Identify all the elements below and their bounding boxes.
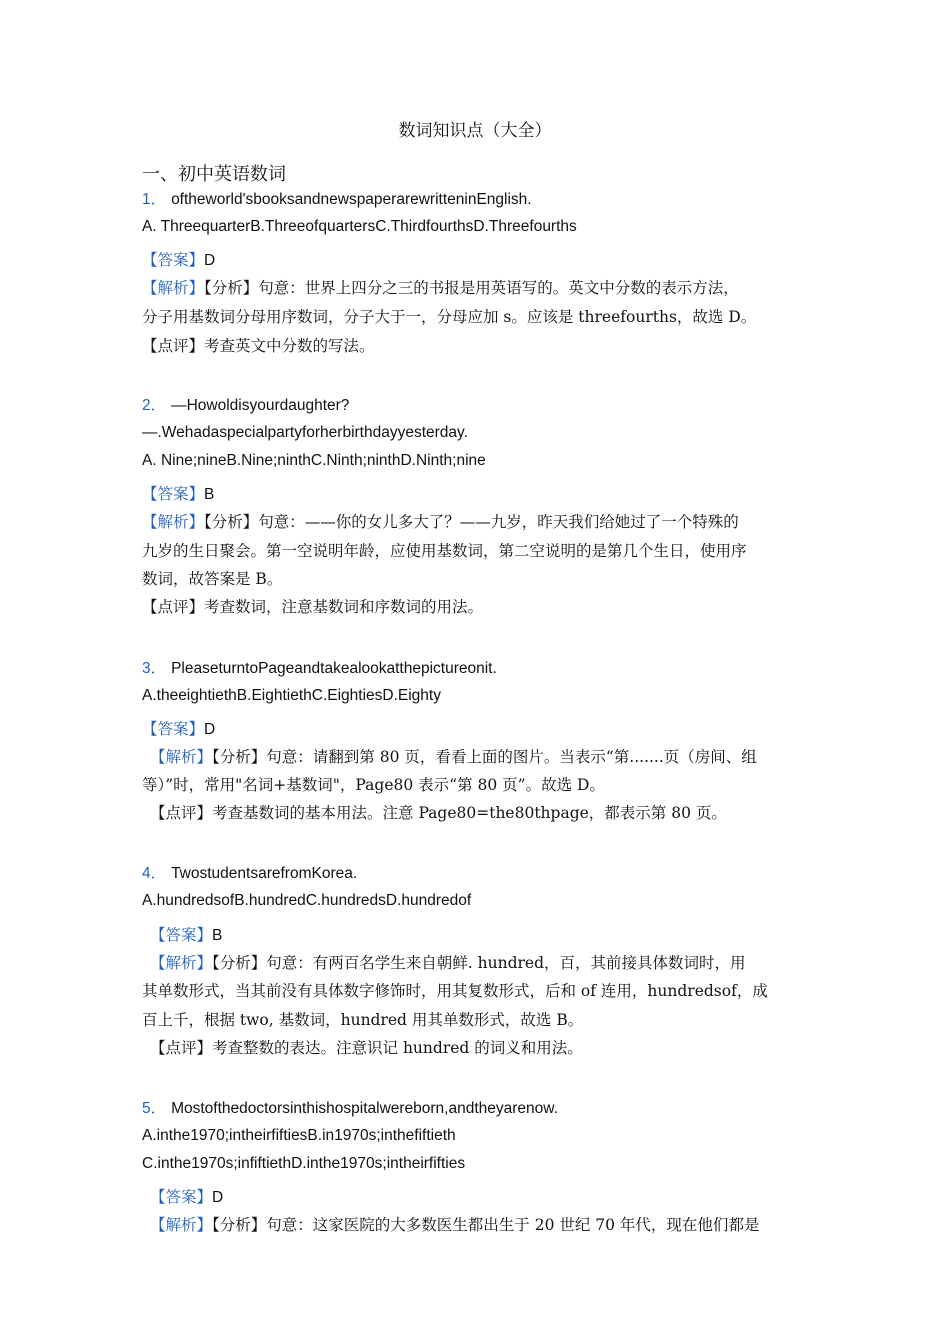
analysis-text: 句意：这家医院的大多数医生都出生于 20 世纪 70 年代，现在他们都是 bbox=[266, 1216, 760, 1234]
question-1-analysis bbox=[142, 278, 739, 298]
question-3-analysis bbox=[150, 747, 757, 767]
analysis-text: 百上千，根据 two, 基数词，hundred 用其单数形式，故选 B。 bbox=[142, 1011, 584, 1029]
analysis-text: 句意：——你的女儿多大了？——九岁，昨天我们给她过了一个特殊的 bbox=[258, 513, 739, 531]
question-2-stem bbox=[142, 395, 349, 416]
question-4-comment bbox=[150, 1038, 583, 1058]
section-heading: 一、初中英语数词 bbox=[142, 164, 286, 185]
question-1-options: A. ThreequarterB.ThreeofquartersC.ThirdfourthsD.Threefourths bbox=[142, 218, 577, 235]
analysis-label: 【解析】 bbox=[150, 748, 213, 766]
analysis-text: 句意：请翻到第 80 页，看看上面的图片。当表示“第.......页（房间、组 bbox=[266, 748, 757, 766]
question-number: 3． bbox=[142, 660, 167, 677]
fenxi-label: 【分析】 bbox=[204, 513, 259, 531]
comment-text: 考查数词，注意基数词和序数词的用法。 bbox=[204, 598, 484, 616]
question-3-comment bbox=[150, 803, 727, 823]
answer-label: 【答案】 bbox=[142, 720, 205, 738]
comment-label: 【点评】 bbox=[150, 1039, 213, 1057]
comment-label: 【点评】 bbox=[142, 337, 205, 355]
question-text: Mostofthedoctorsinthishospitalwereborn,andtheyarenow. bbox=[171, 1100, 558, 1117]
question-5-stem bbox=[142, 1098, 558, 1119]
comment-label: 【点评】 bbox=[142, 598, 205, 616]
page-title: 数词知识点（大全） bbox=[398, 121, 552, 141]
answer-value: D bbox=[204, 721, 216, 738]
question-4-options: A.hundredsofB.hundredC.hundredsD.hundredof bbox=[142, 892, 472, 909]
question-2-answer bbox=[142, 484, 214, 505]
question-number: 1． bbox=[142, 191, 167, 208]
analysis-text: 其单数形式，当其前没有具体数字修饰时，用其复数形式，后和 of 连用，hundredsof，成 bbox=[142, 982, 768, 1000]
question-1-stem bbox=[142, 189, 532, 210]
answer-label: 【答案】 bbox=[142, 485, 205, 503]
question-2-comment bbox=[142, 597, 483, 617]
fenxi-label: 【分析】 bbox=[204, 279, 259, 297]
analysis-text: 分子用基数词分母用序数词，分子大于一，分母应加 s。应该是 threefourths，故选 D。 bbox=[142, 308, 757, 326]
analysis-label: 【解析】 bbox=[142, 279, 205, 297]
question-4-analysis bbox=[150, 953, 746, 973]
analysis-label: 【解析】 bbox=[150, 1216, 213, 1234]
fenxi-label: 【分析】 bbox=[212, 954, 267, 972]
question-3-options: A.theeightiethB.EightiethC.EightiesD.Eighty bbox=[142, 687, 441, 704]
question-3-stem bbox=[142, 658, 497, 679]
question-5-options: A.inthe1970;intheirfiftiesB.in1970s;inthefiftieth bbox=[142, 1127, 456, 1144]
question-4-stem bbox=[142, 863, 357, 884]
comment-text: 考查整数的表达。注意识记 hundred 的词义和用法。 bbox=[212, 1039, 583, 1057]
question-4-answer bbox=[150, 925, 222, 946]
question-1-comment bbox=[142, 336, 375, 356]
question-5-options-line2: C.inthe1970s;infiftiethD.inthe1970s;intheirfifties bbox=[142, 1155, 466, 1172]
answer-label: 【答案】 bbox=[142, 251, 205, 269]
answer-value: D bbox=[204, 252, 216, 269]
question-number: 4． bbox=[142, 865, 167, 882]
comment-label: 【点评】 bbox=[150, 804, 213, 822]
analysis-text: 等）”时，常用"名词+基数词"，Page80 表示“第 80 页”。故选 D。 bbox=[142, 776, 605, 794]
analysis-text: 句意：有两百名学生来自朝鲜. hundred，百，其前接具体数词时，用 bbox=[266, 954, 746, 972]
analysis-label: 【解析】 bbox=[150, 954, 213, 972]
analysis-text: 九岁的生日聚会。第一空说明年龄，应使用基数词，第二空说明的是第几个生日，使用序 bbox=[142, 542, 747, 560]
question-number: 2． bbox=[142, 397, 167, 414]
question-5-analysis bbox=[150, 1215, 759, 1235]
question-text: TwostudentsarefromKorea. bbox=[171, 865, 358, 882]
question-3-answer bbox=[142, 719, 215, 740]
answer-label: 【答案】 bbox=[150, 1188, 213, 1206]
fenxi-label: 【分析】 bbox=[212, 1216, 267, 1234]
question-2-options: A. Nine;nineB.Nine;ninthC.Ninth;ninthD.Ninth;nine bbox=[142, 452, 486, 469]
analysis-text: 数词，故答案是 B。 bbox=[142, 570, 283, 588]
question-number: 5． bbox=[142, 1100, 167, 1117]
analysis-text: 句意：世界上四分之三的书报是用英语写的。英文中分数的表示方法， bbox=[258, 279, 739, 297]
fenxi-label: 【分析】 bbox=[212, 748, 267, 766]
question-1-answer bbox=[142, 250, 215, 271]
comment-text: 考查英文中分数的写法。 bbox=[204, 337, 375, 355]
answer-value: B bbox=[204, 486, 215, 503]
answer-value: D bbox=[212, 1189, 224, 1206]
question-2-analysis bbox=[142, 512, 739, 532]
question-5-answer bbox=[150, 1187, 223, 1208]
answer-label: 【答案】 bbox=[150, 926, 213, 944]
question-2-stem-line2: —.Wehadaspecialpartyforherbirthdayyesterday. bbox=[142, 424, 468, 441]
answer-value: B bbox=[212, 927, 223, 944]
comment-text: 考查基数词的基本用法。注意 Page80=the80thpage，都表示第 80 页。 bbox=[212, 804, 727, 822]
question-text: PleaseturntoPageandtakealookatthepictureonit. bbox=[171, 660, 497, 677]
question-text: —Howoldisyourdaughter? bbox=[171, 397, 350, 414]
analysis-label: 【解析】 bbox=[142, 513, 205, 531]
question-text: oftheworld'sbooksandnewspaperarewritteninEnglish. bbox=[171, 191, 532, 208]
